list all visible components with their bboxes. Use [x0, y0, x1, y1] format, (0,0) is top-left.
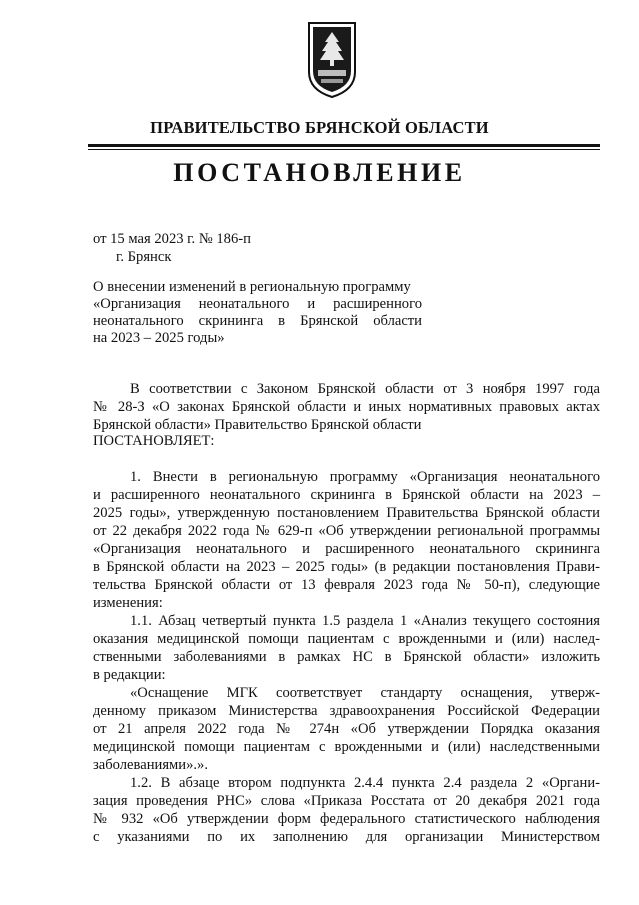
paragraph-line: заболеваниями».». [93, 757, 208, 773]
paragraph-line: медицинской помощи пациентам с врожденными и (или) наследственными [93, 739, 600, 755]
preamble-line: В соответствии с Законом Брянской области от 3 ноября 1997 года [130, 381, 600, 397]
date-number-line: от 15 мая 2023 г. № 186-п [93, 231, 251, 247]
paragraph-line: «Организация неонатального и расширенного неонатального скрининга [93, 541, 600, 557]
paragraph-line: изменения: [93, 595, 163, 611]
document-kind-title: ПОСТАНОВЛЕНИЕ [173, 158, 466, 187]
government-title: ПРАВИТЕЛЬСТВО БРЯНСКОЙ ОБЛАСТИ [150, 118, 489, 137]
paragraph-line: от 22 декабря 2022 года № 629-п «Об утверждении региональной программы [93, 523, 600, 539]
subject-block [93, 279, 422, 347]
subject-line: на 2023 – 2025 годы» [93, 330, 225, 346]
subject-line: неонатального скрининга в Брянской области [93, 313, 422, 329]
paragraph-line: в Брянской области на 2023 – 2025 годы» (в редакции постановления Прави- [93, 559, 600, 575]
paragraph-line: 1. Внести в региональную программу «Организация неонатального [130, 469, 600, 485]
coat-of-arms-icon [306, 20, 358, 100]
preamble-block [93, 380, 600, 450]
paragraph-line: «Оснащение МГК соответствует стандарту оснащения, утверж- [130, 685, 600, 701]
paragraph-line: ственными заболеваниями в рамках НС в Брянской области» изложить [93, 649, 600, 665]
paragraph-line: тельства Брянской области от 13 февраля 2023 года № 50-п), следующие [93, 577, 600, 593]
subject-line: «Организация неонатального и расширенного [93, 296, 422, 312]
paragraph-line: денному приказом Министерства здравоохранения Российской Федерации [93, 703, 600, 719]
resolves-line: ПОСТАНОВЛЯЕТ: [93, 433, 215, 449]
paragraph-line: с указаниями по их заполнению для организации Министерством [93, 829, 600, 845]
paragraph-line: в редакции: [93, 667, 166, 683]
header-rule-thin [88, 149, 600, 150]
subject-line: О внесении изменений в региональную программу [93, 279, 411, 295]
paragraph-line: 1.1. Абзац четвертый пункта 1.5 раздела 1 «Анализ текущего состояния [130, 613, 600, 629]
preamble-line: № 28-З «О законах Брянской области и иных нормативных правовых актах [93, 399, 600, 415]
paragraph-line: 2025 годы», утвержденную постановлением Правительства Брянской области [93, 505, 600, 521]
paragraph-line: зация проведения РНС» слова «Приказа Росстата от 20 декабря 2021 года [93, 793, 600, 809]
paragraph-line: 1.2. В абзаце втором подпункта 2.4.4 пункта 2.4 раздела 2 «Органи- [130, 775, 600, 791]
city-line: г. Брянск [116, 249, 172, 265]
header-rule-thick [88, 144, 600, 147]
paragraphs-block [93, 468, 600, 846]
paragraph-line: и расширенного неонатального скрининга в Брянской области на 2023 – [93, 487, 600, 503]
paragraph-line: № 932 «Об утверждении форм федерального статистического наблюдения [93, 811, 600, 827]
preamble-line: Брянской области» Правительство Брянской области [93, 417, 422, 433]
paragraph-line: от 21 апреля 2022 года № 274н «Об утверждении Порядка оказания [93, 721, 600, 737]
paragraph-line: оказания медицинской помощи пациентам с врожденными и (или) наслед- [93, 631, 600, 647]
